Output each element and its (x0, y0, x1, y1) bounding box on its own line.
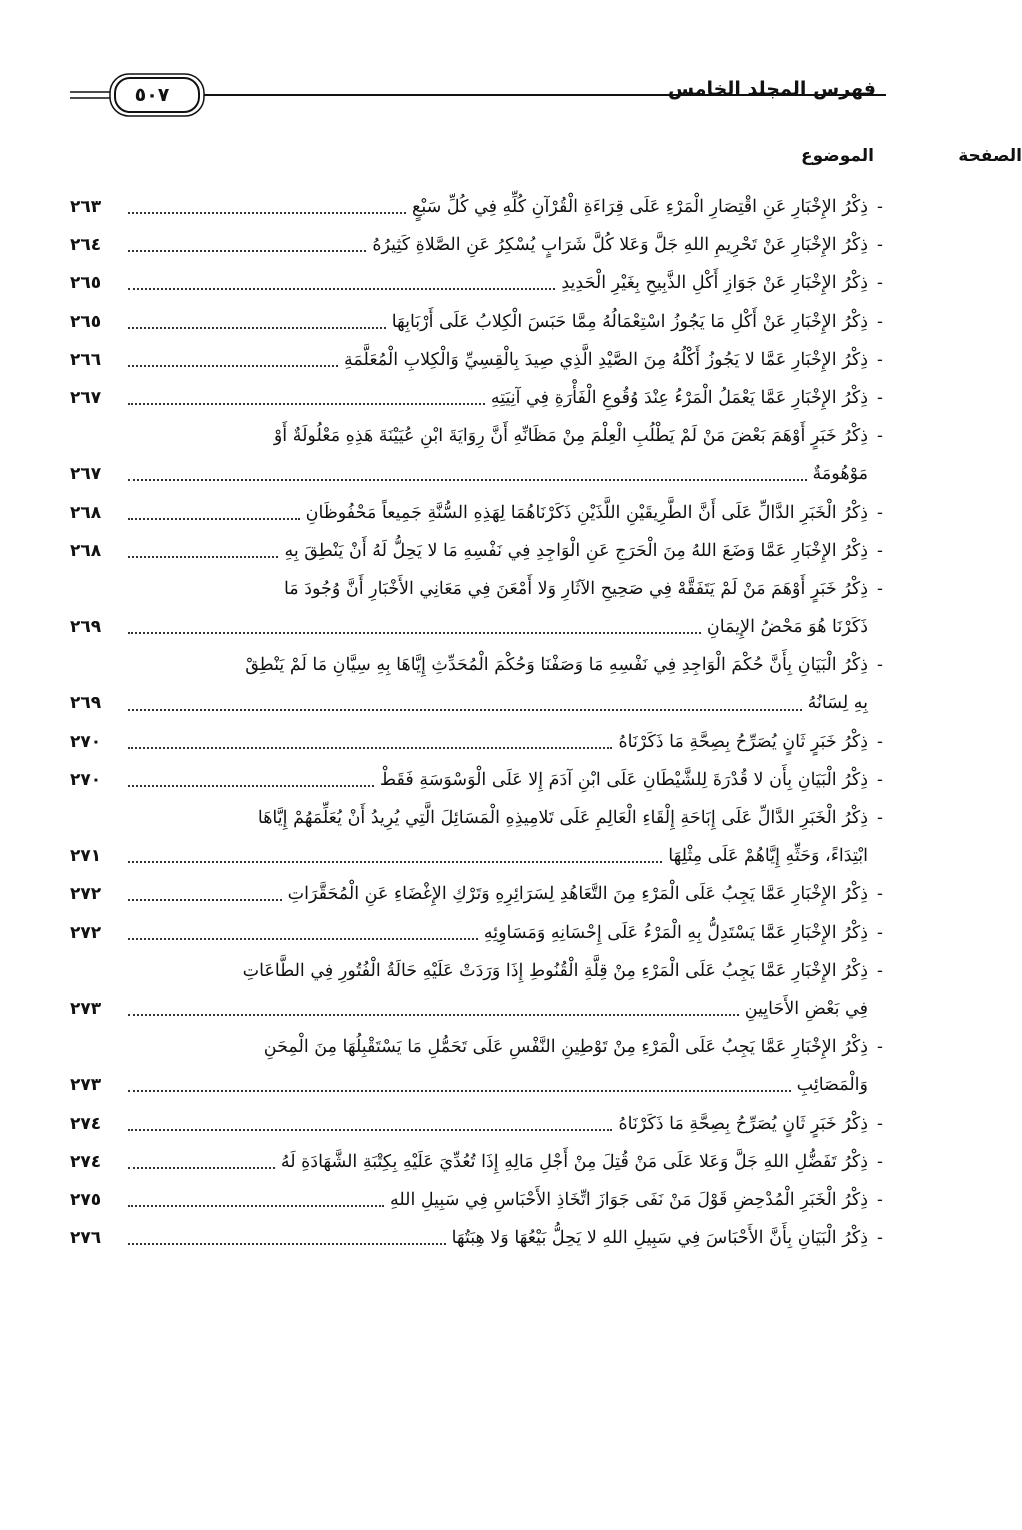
index-entries-list (70, 188, 892, 1257)
index-entry (70, 914, 892, 952)
entry-bullet: - (877, 1189, 883, 1210)
index-entry (70, 303, 892, 341)
dot-leader (128, 747, 612, 749)
entry-bullet: - (877, 349, 883, 370)
entry-text: ذِكْرُ تَفَضُّلِ اللهِ جَلَّ وَعَلا عَلَى مَنْ قُتِلَ مِنْ أَجْلِ مَالِهِ إِذَا تُعُدِّيَ عَلَيْهِ بِكِتْبَةِ الشَّهَادَةِ لَهُ (280, 1151, 868, 1172)
dot-leader (128, 518, 300, 520)
entry-line (70, 1066, 892, 1104)
index-entry (70, 264, 892, 302)
index-entry (70, 1105, 892, 1143)
entry-bullet: - (877, 731, 883, 752)
dot-leader (128, 212, 406, 214)
entry-line (70, 761, 892, 799)
entry-bullet: - (877, 426, 883, 447)
entry-line (70, 875, 892, 913)
index-entry (70, 341, 892, 379)
entry-text: ذِكْرُ الإِخْبَارِ عَمَّا يَجِبُ عَلَى الْمَرْءِ مِنَ التَّعَاهُدِ لِسَرَائِرِهِ وَتَرْكِ الإِغْضَاءِ عَنِ الْمُحَقَّرَاتِ (287, 884, 868, 905)
index-entry (70, 761, 892, 799)
entry-page-number: ٢٧٠ (70, 731, 102, 752)
index-entry (70, 799, 892, 875)
entry-line (70, 532, 892, 570)
index-entry (70, 379, 892, 417)
index-entry (70, 952, 892, 1028)
entry-text: ذِكْرُ الإِخْبَارِ عَنْ أَكْلِ مَا يَجُوزُ اسْتِعْمَالُهُ مِمَّا حَبَسَ الْكِلابُ عَلَى أَرْبَابِهَا (391, 311, 868, 332)
entry-text: ذِكْرُ خَبَرٍ أَوْهَمَ بَعْضَ مَنْ لَمْ يَطْلُبِ الْعِلْمَ مِنْ مَظَانِّهِ أَنَّ رِوَايَةَ ابْنِ عُيَيْنَةَ هَذِهِ مَعْلُولَةٌ أَوْ (273, 426, 868, 447)
entry-text: ذِكْرُ الْبَيَانِ بِأَنَّ الأَحْبَاسَ فِي سَبِيلِ اللهِ لا يَحِلُّ بَيْعُهَا وَلا هِبَتُهَا (451, 1228, 868, 1249)
index-entry (70, 226, 892, 264)
entry-page-number: ٢٦٩ (70, 693, 102, 714)
entry-text: ذِكْرُ الْخَبَرِ الدَّالِّ عَلَى إِبَاحَةِ إِلْقَاءِ الْعَالِمِ عَلَى تَلامِيذِهِ الْمَسَائِلَ الَّتِي يُرِيدُ أَنْ يُعَلِّمَهُمْ إِيَّاهَا (257, 808, 868, 828)
entry-line (70, 990, 892, 1028)
entry-page-number: ٢٧٢ (70, 884, 102, 905)
entry-line (70, 264, 892, 302)
index-entry (70, 494, 892, 532)
entry-bullet: - (877, 884, 883, 905)
entry-text: ذِكْرُ الإِخْبَارِ عَنْ جَوَازِ أَكْلِ الذَّبِيحِ بِغَيْرِ الْحَدِيدِ (561, 273, 868, 294)
entry-bullet: - (877, 387, 883, 408)
entry-page-number: ٢٦٥ (70, 311, 102, 332)
entry-page-number: ٢٧٣ (70, 998, 102, 1019)
page-header-title: فهرس المجلد الخامس (667, 78, 876, 100)
entry-line (70, 303, 892, 341)
entry-text: مَوْهُومَةٌ (812, 464, 868, 485)
entry-line (70, 226, 892, 264)
dot-leader (128, 327, 386, 329)
entry-page-number: ٢٧٢ (70, 922, 102, 943)
entry-line (70, 1181, 892, 1219)
entry-bullet: - (877, 655, 883, 676)
entry-text: ذِكْرُ خَبَرٍ أَوْهَمَ مَنْ لَمْ يَتَفَقَّهْ فِي صَحِيحِ الآثَارِ وَلا أَمْعَنَ فِي مَعَانِي الأَخْبَارِ أَنَّ وُجُودَ مَا (283, 578, 868, 599)
entry-page-number: ٢٦٦ (70, 349, 102, 370)
entry-line (70, 570, 892, 608)
entry-line (70, 417, 892, 455)
entry-line (70, 723, 892, 761)
index-entry (70, 570, 892, 646)
index-entry (70, 188, 892, 226)
entry-bullet: - (877, 1228, 883, 1249)
entry-page-number: ٢٦٨ (70, 540, 102, 561)
entry-line (70, 188, 892, 226)
entry-text: ذِكْرُ الْبَيَانِ بِأَنَّ حُكْمَ الْوَاجِدِ فِي نَفْسِهِ مَا وَصَفْنَا وَحُكْمَ الْمُحَدِّثِ إِيَّاهَا بِهِ سِيَّانِ مَا لَمْ يَنْطِقْ (245, 655, 868, 676)
dot-leader (128, 1090, 791, 1092)
entry-line (70, 837, 892, 875)
page-number: ٥٠٧ (134, 84, 170, 106)
entry-page-number: ٢٧٠ (70, 769, 102, 790)
entry-line (70, 646, 892, 684)
dot-leader (128, 709, 802, 711)
entry-line (70, 608, 892, 646)
entry-text: ذِكْرُ الْبَيَانِ بِأَن لا قُدْرَةَ لِلشَّيْطَانِ عَلَى ابْنِ آدَمَ إِلا عَلَى الْوَسْوَسَةِ فَقَطْ (379, 769, 868, 790)
entry-line (70, 494, 892, 532)
entry-page-number: ٢٦٩ (70, 617, 102, 638)
index-entry (70, 1219, 892, 1257)
entry-text: ذِكْرُ خَبَرٍ ثَانٍ يُصَرِّحُ بِصِحَّةِ مَا ذَكَرْنَاهُ (618, 1113, 868, 1134)
entry-bullet: - (877, 922, 883, 943)
dot-leader (128, 899, 282, 901)
entry-page-number: ٢٧٤ (70, 1151, 102, 1172)
dot-leader (128, 556, 278, 558)
entry-text: ذِكْرُ خَبَرٍ ثَانٍ يُصَرِّحُ بِصِحَّةِ مَا ذَكَرْنَاهُ (618, 731, 868, 752)
entry-bullet: - (877, 578, 883, 599)
index-entry (70, 646, 892, 722)
entry-page-number: ٢٧٥ (70, 1189, 102, 1210)
dot-leader (128, 785, 374, 787)
dot-leader (128, 1205, 384, 1207)
entry-bullet: - (877, 960, 883, 981)
entry-line (70, 341, 892, 379)
entry-bullet: - (877, 235, 883, 256)
entry-text: ابْتِدَاءً، وَحَثِّهِ إِيَّاهُمْ عَلَى مِثْلِهَا (668, 846, 868, 867)
index-entry (70, 417, 892, 493)
entry-text: ذِكْرُ الإِخْبَارِ عَنْ تَحْرِيمِ اللهِ جَلَّ وَعَلا كُلَّ شَرَابٍ يُسْكِرُ عَنِ الصَّلاةِ كَثِيرُهُ (372, 235, 868, 256)
header-rule-frame (70, 70, 886, 120)
entry-page-number: ٢٦٣ (70, 197, 102, 217)
entry-text: ذَكَرْنَا هُوَ مَحْضُ الإِيمَانِ (706, 617, 868, 638)
entry-text: ذِكْرُ الإِخْبَارِ عَمَّا وَضَعَ اللهُ مِنَ الْحَرَجِ عَنِ الْوَاجِدِ فِي نَفْسِهِ مَا لا يَحِلُّ لَهُ أَنْ يَنْطِقَ بِهِ (284, 540, 868, 561)
entry-line (70, 799, 892, 837)
entry-text: ذِكْرُ الْخَبَرِ الدَّالِّ عَلَى أَنَّ الطَّرِيقَيْنِ اللَّذَيْنِ ذَكَرْنَاهُمَا لِهَذِهِ السُّنَّةِ جَمِيعاً مَحْفُوظَانِ (305, 502, 868, 523)
entry-text: بِهِ لِسَانُهُ (807, 693, 868, 714)
dot-leader (128, 861, 662, 863)
entry-line (70, 455, 892, 493)
dot-leader (128, 250, 366, 252)
entry-page-number: ٢٦٤ (70, 235, 102, 256)
entry-bullet: - (877, 1151, 883, 1172)
entry-line (70, 684, 892, 722)
entry-page-number: ٢٦٨ (70, 502, 102, 523)
entry-page-number: ٢٦٧ (70, 464, 102, 485)
entry-text: ذِكْرُ الإِخْبَارِ عَمَّا يَجِبُ عَلَى الْمَرْءِ مِنْ قِلَّةِ الْقُنُوطِ إِذَا وَرَدَتْ عَلَيْهِ حَالَةُ الْفُتُورِ فِي الطَّاعَاتِ (242, 960, 868, 981)
entry-text: فِي بَعْضِ الأَحَايِينِ (744, 998, 868, 1019)
index-entry (70, 1181, 892, 1219)
entry-line (70, 1219, 892, 1257)
index-entry (70, 875, 892, 913)
entry-bullet: - (877, 769, 883, 790)
entry-bullet: - (877, 540, 883, 561)
entry-bullet: - (877, 311, 883, 332)
dot-leader (128, 1167, 275, 1169)
entry-page-number: ٢٧١ (70, 846, 102, 867)
entry-page-number: ٢٧٦ (70, 1228, 102, 1249)
column-heading-topic: الموضوع (801, 146, 874, 166)
dot-leader (128, 1129, 612, 1131)
column-heading-page: الصفحة (958, 146, 1022, 166)
index-entry (70, 1028, 892, 1104)
entry-bullet: - (877, 273, 883, 294)
entry-line (70, 952, 892, 990)
entry-line (70, 379, 892, 417)
entry-line (70, 1143, 892, 1181)
index-entry (70, 532, 892, 570)
entry-text: ذِكْرُ الإِخْبَارِ عَنِ اقْتِصَارِ الْمَرْءِ عَلَى قِرَاءَةِ الْقُرْآنِ كُلِّهِ فِي كُلِّ سَبْعٍ (412, 197, 868, 217)
entry-text: وَالْمَصَائِبِ (796, 1075, 868, 1096)
entry-page-number: ٢٧٣ (70, 1075, 102, 1096)
entry-text: ذِكْرُ الإِخْبَارِ عَمَّا لا يَجُوزُ أَكْلُهُ مِنَ الصَّيْدِ الَّذِي صِيدَ بِالْقِسِيِّ وَالْكِلابِ الْمُعَلَّمَةِ (344, 349, 868, 370)
dot-leader (128, 632, 701, 634)
dot-leader (128, 1243, 446, 1245)
dot-leader (128, 1014, 739, 1016)
entry-bullet: - (877, 808, 883, 828)
entry-text: ذِكْرُ الإِخْبَارِ عَمَّا يَعْمَلُ الْمَرْءُ عِنْدَ وُقُوعِ الْفَأْرَةِ فِي آنِيَتِهِ (490, 387, 868, 408)
entry-line (70, 1028, 892, 1066)
index-entry (70, 1143, 892, 1181)
entry-bullet: - (877, 1113, 883, 1134)
dot-leader (128, 403, 485, 405)
entry-bullet: - (877, 502, 883, 523)
index-entry (70, 723, 892, 761)
dot-leader (128, 288, 555, 290)
entry-bullet: - (877, 197, 883, 217)
dot-leader (128, 365, 338, 367)
entry-line (70, 914, 892, 952)
entry-text: ذِكْرُ الْخَبَرِ الْمُدْحِضِ قَوْلَ مَنْ نَفَى جَوَازَ اتِّخَاذِ الأَحْبَاسِ فِي سَبِيلِ اللهِ (389, 1189, 868, 1210)
entry-bullet: - (877, 1037, 883, 1058)
entry-page-number: ٢٦٥ (70, 273, 102, 294)
dot-leader (128, 938, 478, 940)
entry-line (70, 1105, 892, 1143)
entry-text: ذِكْرُ الإِخْبَارِ عَمَّا يَسْتَدِلُّ بِهِ الْمَرْءُ عَلَى إِحْسَانِهِ وَمَسَاوِئِهِ (483, 922, 868, 943)
dot-leader (128, 479, 807, 481)
entry-text: ذِكْرُ الإِخْبَارِ عَمَّا يَجِبُ عَلَى الْمَرْءِ مِنْ تَوْطِينِ النَّفْسِ عَلَى تَحَمُّلِ مَا يَسْتَقْبِلُهَا مِنَ الْمِحَنِ (263, 1037, 868, 1058)
entry-page-number: ٢٧٤ (70, 1113, 102, 1134)
entry-page-number: ٢٦٧ (70, 387, 102, 408)
